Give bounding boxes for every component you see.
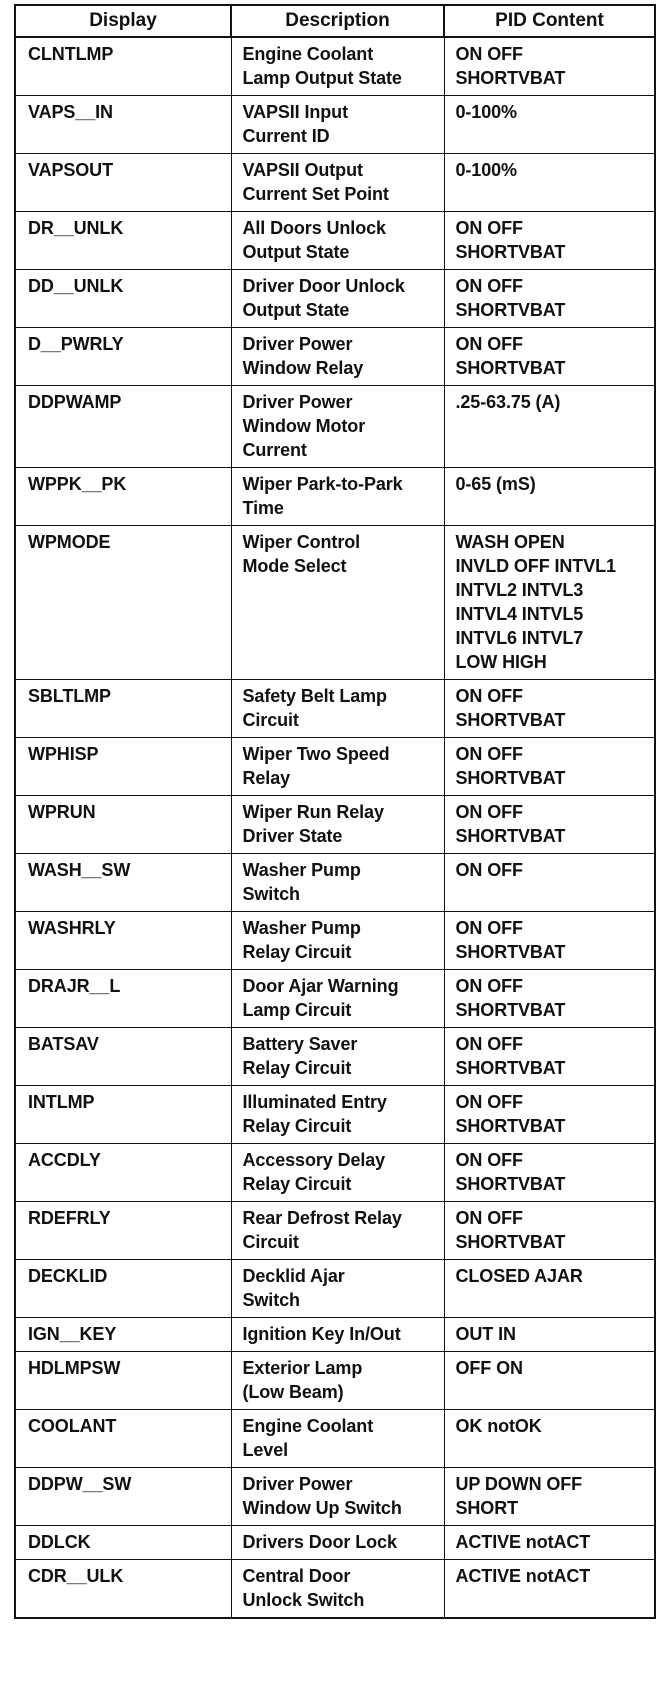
- pid-content-cell: 0-65 (mS): [444, 468, 655, 526]
- display-cell: DR__UNLK: [15, 212, 231, 270]
- pid-content-cell: ON OFF SHORTVBAT: [444, 270, 655, 328]
- pid-content-cell: 0-100%: [444, 154, 655, 212]
- description-cell: Central Door Unlock Switch: [231, 1560, 444, 1619]
- display-cell: VAPSOUT: [15, 154, 231, 212]
- description-cell: Washer Pump Switch: [231, 854, 444, 912]
- table-row: [15, 1260, 655, 1318]
- pid-content-cell: ON OFF SHORTVBAT: [444, 796, 655, 854]
- table-row: [15, 1086, 655, 1144]
- table-row: [15, 468, 655, 526]
- table-row: [15, 1410, 655, 1468]
- display-cell: D__PWRLY: [15, 328, 231, 386]
- table-row: [15, 796, 655, 854]
- pid-content-cell: ON OFF SHORTVBAT: [444, 1086, 655, 1144]
- pid-content-cell: 0-100%: [444, 96, 655, 154]
- description-cell: VAPSII Output Current Set Point: [231, 154, 444, 212]
- description-cell: Wiper Park-to-Park Time: [231, 468, 444, 526]
- table-row: [15, 96, 655, 154]
- pid-content-cell: OUT IN: [444, 1318, 655, 1352]
- pid-content-cell: CLOSED AJAR: [444, 1260, 655, 1318]
- description-cell: Decklid Ajar Switch: [231, 1260, 444, 1318]
- description-cell: Door Ajar Warning Lamp Circuit: [231, 970, 444, 1028]
- table-row: [15, 680, 655, 738]
- pid-table: [14, 4, 656, 1619]
- display-cell: HDLMPSW: [15, 1352, 231, 1410]
- description-cell: Illuminated Entry Relay Circuit: [231, 1086, 444, 1144]
- pid-content-cell: ON OFF SHORTVBAT: [444, 1144, 655, 1202]
- display-cell: CLNTLMP: [15, 37, 231, 96]
- table-row: [15, 912, 655, 970]
- display-cell: DRAJR__L: [15, 970, 231, 1028]
- table-row: [15, 1318, 655, 1352]
- pid-content-cell: ON OFF SHORTVBAT: [444, 970, 655, 1028]
- pid-content-cell: ON OFF SHORTVBAT: [444, 1028, 655, 1086]
- header-description: Description: [231, 5, 444, 37]
- display-cell: DDPWAMP: [15, 386, 231, 468]
- description-cell: Driver Power Window Up Switch: [231, 1468, 444, 1526]
- display-cell: COOLANT: [15, 1410, 231, 1468]
- description-cell: Driver Power Window Motor Current: [231, 386, 444, 468]
- display-cell: INTLMP: [15, 1086, 231, 1144]
- pid-content-cell: OK notOK: [444, 1410, 655, 1468]
- description-cell: Safety Belt Lamp Circuit: [231, 680, 444, 738]
- description-cell: Washer Pump Relay Circuit: [231, 912, 444, 970]
- table-row: [15, 1144, 655, 1202]
- pid-content-cell: ACTIVE notACT: [444, 1526, 655, 1560]
- display-cell: WPPK__PK: [15, 468, 231, 526]
- display-cell: VAPS__IN: [15, 96, 231, 154]
- description-cell: Engine Coolant Level: [231, 1410, 444, 1468]
- description-cell: Rear Defrost Relay Circuit: [231, 1202, 444, 1260]
- description-cell: Drivers Door Lock: [231, 1526, 444, 1560]
- pid-content-cell: OFF ON: [444, 1352, 655, 1410]
- display-cell: IGN__KEY: [15, 1318, 231, 1352]
- description-cell: Exterior Lamp (Low Beam): [231, 1352, 444, 1410]
- table-row: [15, 1352, 655, 1410]
- pid-content-cell: ACTIVE notACT: [444, 1560, 655, 1619]
- display-cell: DECKLID: [15, 1260, 231, 1318]
- table-body: [15, 37, 655, 1618]
- table-row: [15, 270, 655, 328]
- pid-content-cell: ON OFF: [444, 854, 655, 912]
- description-cell: Wiper Two Speed Relay: [231, 738, 444, 796]
- display-cell: BATSAV: [15, 1028, 231, 1086]
- pid-content-cell: WASH OPEN INVLD OFF INTVL1 INTVL2 INTVL3 INTVL4 INTVL5 INTVL6 INTVL7 LOW HIGH: [444, 526, 655, 680]
- display-cell: CDR__ULK: [15, 1560, 231, 1619]
- display-cell: WPMODE: [15, 526, 231, 680]
- description-cell: VAPSII Input Current ID: [231, 96, 444, 154]
- display-cell: RDEFRLY: [15, 1202, 231, 1260]
- pid-content-cell: ON OFF SHORTVBAT: [444, 738, 655, 796]
- description-cell: Wiper Control Mode Select: [231, 526, 444, 680]
- description-cell: All Doors Unlock Output State: [231, 212, 444, 270]
- description-cell: Driver Door Unlock Output State: [231, 270, 444, 328]
- description-cell: Accessory Delay Relay Circuit: [231, 1144, 444, 1202]
- table-row: [15, 1560, 655, 1619]
- pid-content-cell: ON OFF SHORTVBAT: [444, 912, 655, 970]
- pid-content-cell: ON OFF SHORTVBAT: [444, 680, 655, 738]
- pid-content-cell: ON OFF SHORTVBAT: [444, 328, 655, 386]
- header-pid-content: PID Content: [444, 5, 655, 37]
- table-row: [15, 970, 655, 1028]
- table-row: [15, 1468, 655, 1526]
- pid-content-cell: ON OFF SHORTVBAT: [444, 1202, 655, 1260]
- pid-content-cell: ON OFF SHORTVBAT: [444, 37, 655, 96]
- display-cell: WASHRLY: [15, 912, 231, 970]
- table-row: [15, 1526, 655, 1560]
- description-cell: Driver Power Window Relay: [231, 328, 444, 386]
- display-cell: WPRUN: [15, 796, 231, 854]
- description-cell: Battery Saver Relay Circuit: [231, 1028, 444, 1086]
- display-cell: SBLTLMP: [15, 680, 231, 738]
- pid-content-cell: UP DOWN OFF SHORT: [444, 1468, 655, 1526]
- table-row: [15, 526, 655, 680]
- table-row: [15, 37, 655, 96]
- display-cell: ACCDLY: [15, 1144, 231, 1202]
- description-cell: Engine Coolant Lamp Output State: [231, 37, 444, 96]
- pid-table-container: [14, 4, 654, 1619]
- table-row: [15, 328, 655, 386]
- table-row: [15, 854, 655, 912]
- table-header-row: [15, 5, 655, 37]
- table-row: [15, 212, 655, 270]
- table-row: [15, 154, 655, 212]
- description-cell: Wiper Run Relay Driver State: [231, 796, 444, 854]
- table-row: [15, 386, 655, 468]
- description-cell: Ignition Key In/Out: [231, 1318, 444, 1352]
- pid-content-cell: ON OFF SHORTVBAT: [444, 212, 655, 270]
- table-row: [15, 1028, 655, 1086]
- pid-content-cell: .25-63.75 (A): [444, 386, 655, 468]
- display-cell: WASH__SW: [15, 854, 231, 912]
- display-cell: WPHISP: [15, 738, 231, 796]
- table-row: [15, 738, 655, 796]
- display-cell: DDPW__SW: [15, 1468, 231, 1526]
- header-display: Display: [15, 5, 231, 37]
- display-cell: DDLCK: [15, 1526, 231, 1560]
- display-cell: DD__UNLK: [15, 270, 231, 328]
- table-row: [15, 1202, 655, 1260]
